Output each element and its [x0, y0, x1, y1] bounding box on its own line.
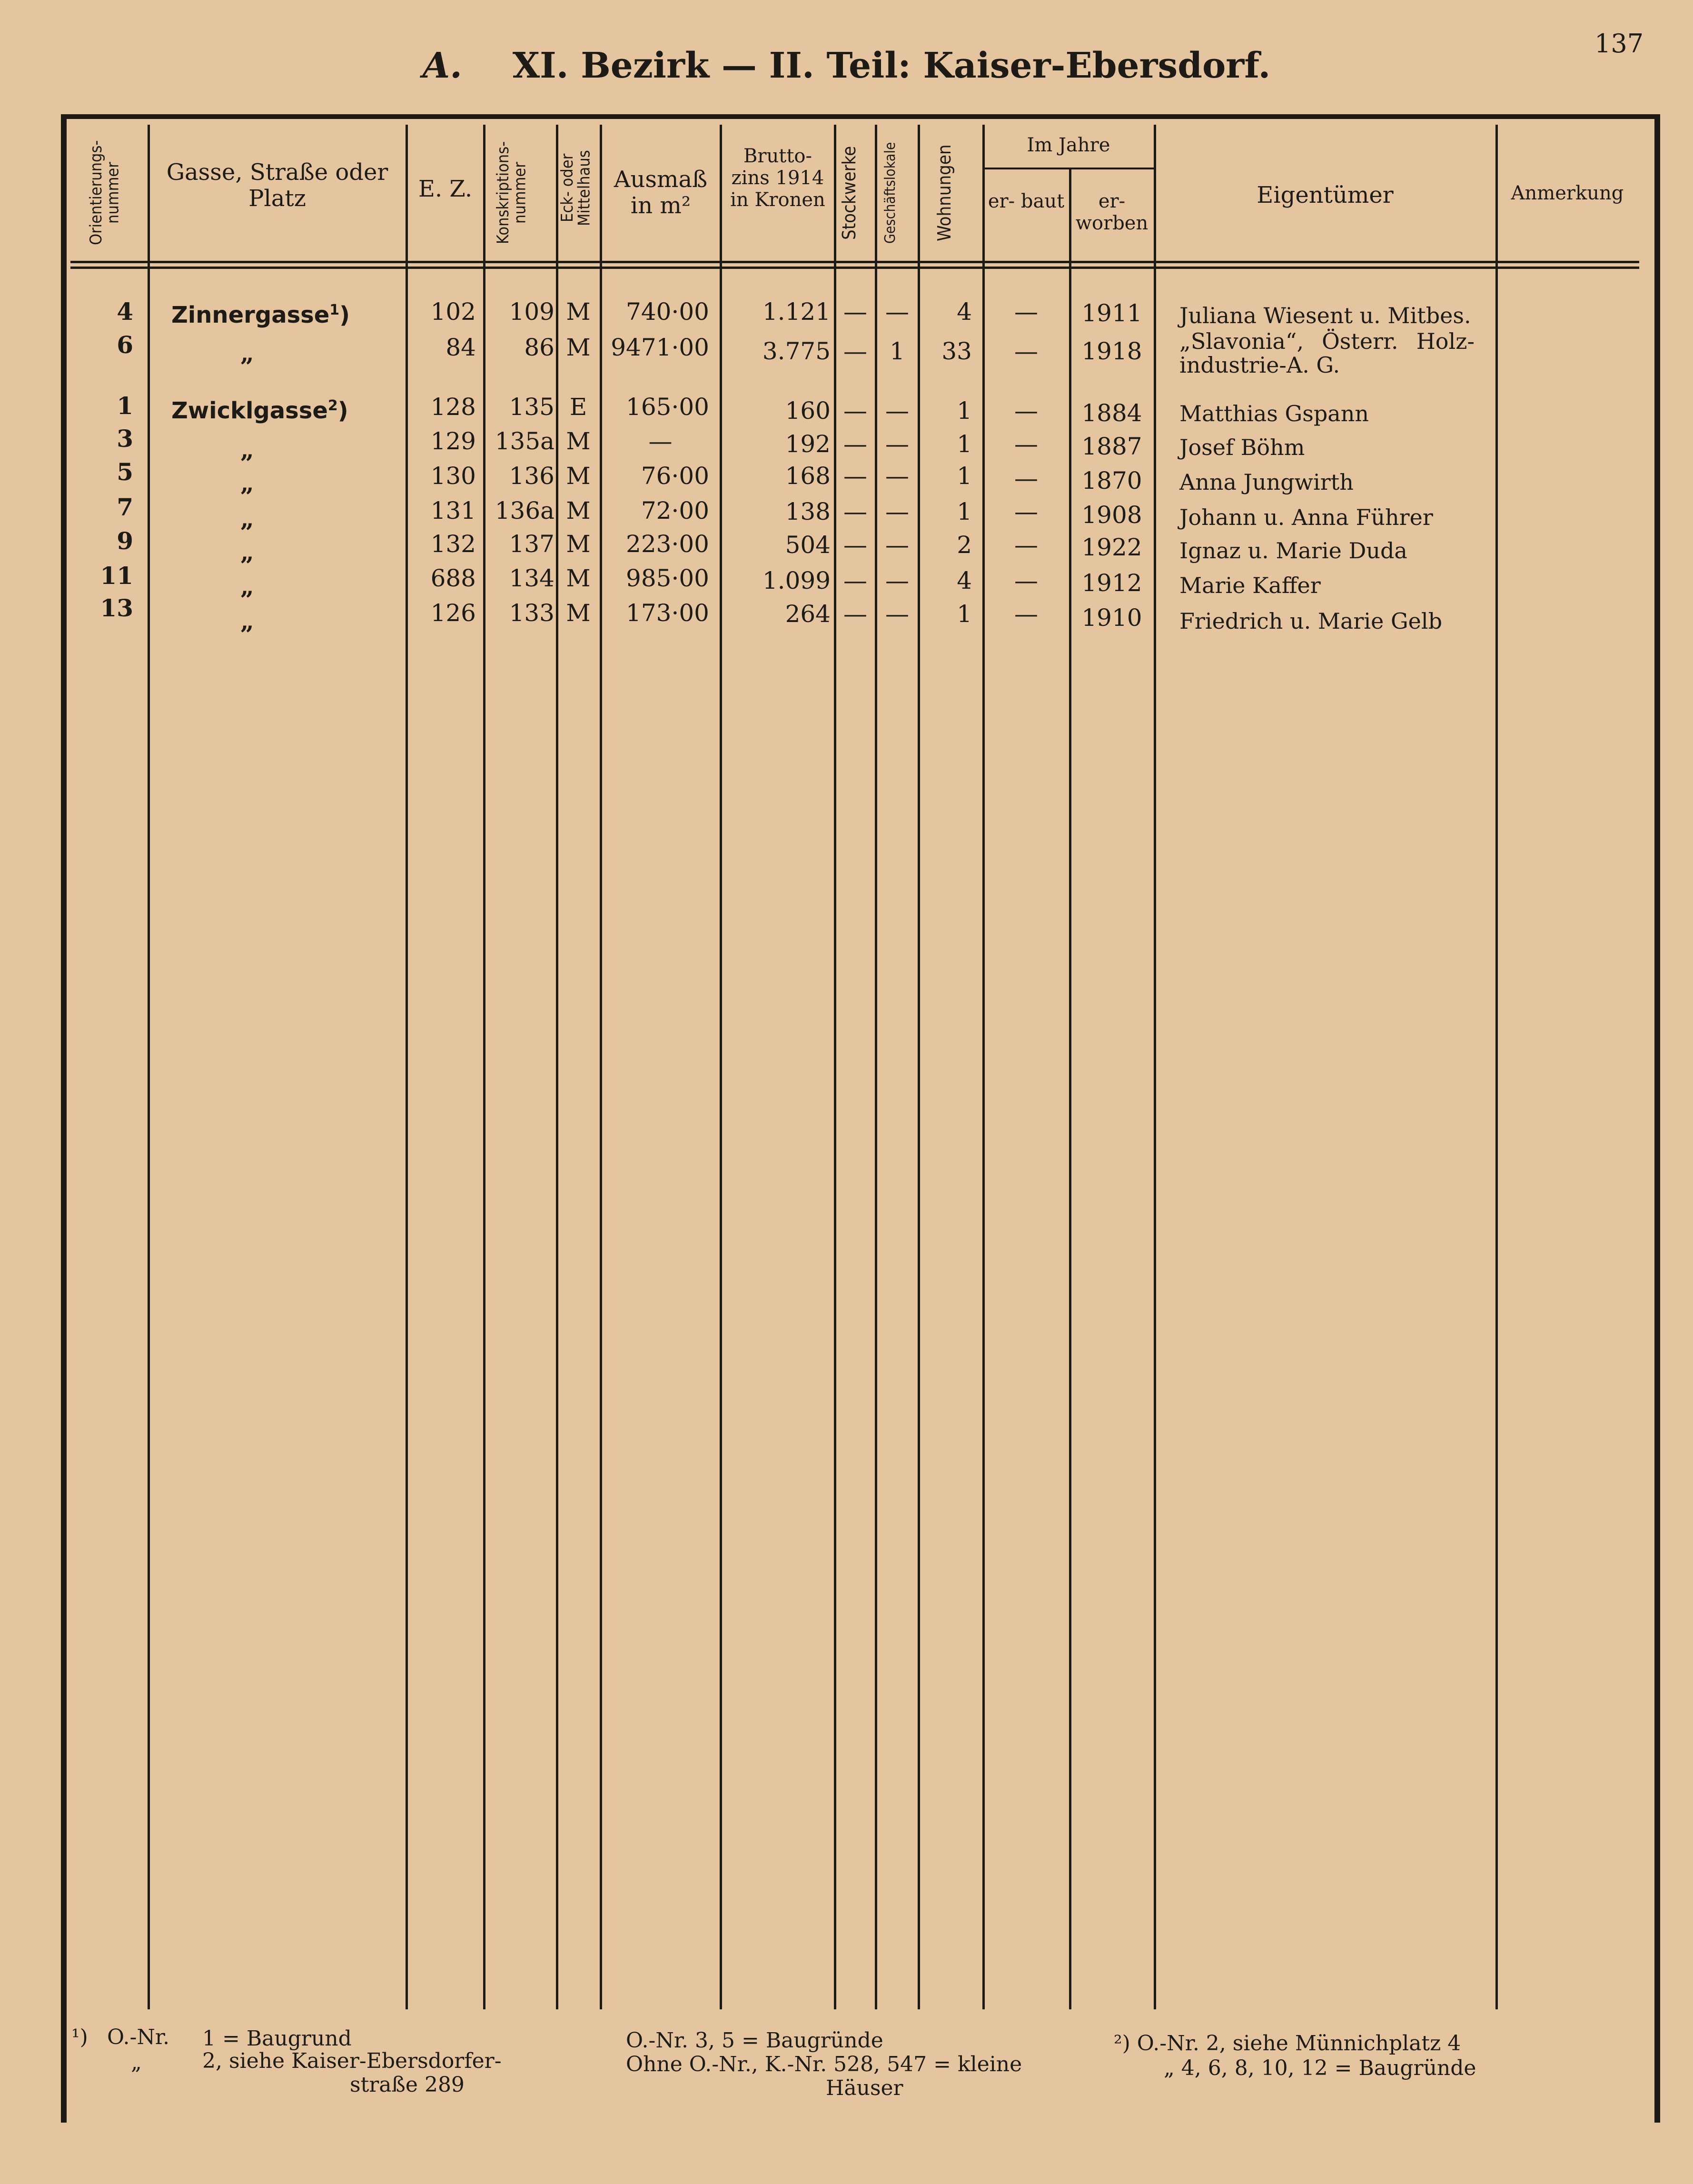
ausmass: 9471·00 [611, 334, 709, 361]
street-name: „ [240, 538, 254, 566]
bruttozins: 3.775 [762, 337, 831, 365]
ez: 130 [430, 462, 476, 490]
note-middle-line2: Ohne O.-Nr., K.-Nr. 528, 547 = kleine [626, 2052, 1022, 2076]
header-geschaeftslokale: Geschäftslokale [882, 142, 899, 244]
ausmass: 165·00 [626, 393, 709, 421]
erworben: 1910 [1081, 604, 1142, 632]
footnote-1-line1-label: O.-Nr. [107, 2025, 170, 2049]
erworben: 1918 [1081, 337, 1142, 365]
geschaeftslokale: 1 [890, 337, 905, 365]
bruttozins: 138 [785, 498, 831, 525]
erworben: 1911 [1081, 299, 1142, 327]
column-divider [834, 125, 836, 2009]
erworben: 1887 [1081, 433, 1142, 460]
erbaut: — [1014, 531, 1038, 559]
eigentuemer: Johann u. Anna Führer [1179, 504, 1433, 530]
bruttozins: 1.099 [762, 567, 831, 594]
ez: 126 [430, 599, 476, 627]
eigentuemer: Josef Böhm [1179, 435, 1305, 460]
konskription: 136 [509, 462, 554, 490]
bruttozins: 160 [785, 397, 831, 425]
column-divider [875, 125, 877, 2009]
wohnungen: 1 [957, 600, 972, 628]
header-gasse: Gasse, Straße oder Platz [166, 159, 388, 212]
konskription: 137 [509, 530, 554, 558]
wohnungen: 33 [941, 337, 972, 365]
street-name: „ [240, 572, 254, 600]
erworben: 1884 [1081, 399, 1142, 427]
geschaeftslokale: — [885, 430, 909, 458]
wohnungen: 1 [957, 462, 972, 490]
konskription: 109 [509, 298, 554, 326]
ez: 84 [446, 334, 476, 361]
erbaut: — [1014, 397, 1038, 425]
column-divider [720, 125, 722, 2009]
stockwerke: — [843, 397, 867, 425]
geschaeftslokale: — [885, 600, 909, 628]
header-eigentuemer: Eigentümer [1257, 182, 1394, 208]
page-title [0, 45, 1693, 86]
geschaeftslokale: — [885, 498, 909, 525]
erworben: 1922 [1081, 534, 1142, 561]
eigentuemer: Ignaz u. Marie Duda [1179, 538, 1407, 563]
ausmass: 173·00 [626, 599, 709, 627]
geschaeftslokale: — [885, 567, 909, 594]
erbaut: — [1014, 600, 1038, 628]
im-jahre-rule [982, 168, 1154, 169]
stockwerke: — [843, 462, 867, 490]
title-letter: A. [422, 45, 462, 86]
eck: E [569, 393, 587, 421]
street-name: „ [240, 607, 254, 635]
ausmass: 740·00 [626, 298, 709, 326]
bruttozins: 168 [785, 462, 831, 490]
bruttozins: 504 [785, 531, 831, 559]
konskription: 135a [495, 427, 554, 455]
street-name: „ [240, 504, 254, 533]
eck: M [566, 334, 591, 361]
header-erbaut: er- baut [988, 190, 1065, 212]
konskription: 135 [509, 393, 554, 421]
orientation-number: 3 [117, 425, 133, 453]
erbaut: — [1014, 567, 1038, 594]
ausmass: — [648, 427, 673, 455]
orientation-number: 13 [100, 594, 133, 622]
stockwerke: — [843, 531, 867, 559]
konskription: 134 [509, 564, 554, 592]
footnote-1-line3: straße 289 [350, 2073, 465, 2097]
bruttozins: 1.121 [762, 298, 831, 326]
ez: 132 [430, 530, 476, 558]
header-stockwerke: Stockwerke [839, 146, 860, 240]
header-wohnungen: Wohnungen [934, 144, 955, 241]
ausmass: 223·00 [626, 530, 709, 558]
stockwerke: — [843, 298, 867, 326]
erworben: 1908 [1081, 501, 1142, 529]
page-number: 137 [1594, 29, 1644, 59]
erworben: 1870 [1081, 467, 1142, 494]
konskription: 86 [524, 334, 554, 361]
header-im-jahre: Im Jahre [1027, 134, 1110, 156]
eck: M [566, 599, 591, 627]
eck: M [566, 564, 591, 592]
wohnungen: 4 [957, 567, 972, 594]
eck: M [566, 497, 591, 524]
orientation-number: 6 [117, 331, 133, 359]
header-ez: E. Z. [418, 176, 473, 202]
eck: M [566, 530, 591, 558]
header-konskriptionsnummer: Konskriptions- nummer [494, 141, 530, 245]
header-rule [70, 261, 1639, 263]
stockwerke: — [843, 430, 867, 458]
geschaeftslokale: — [885, 397, 909, 425]
eigentuemer: Marie Kaffer [1179, 573, 1321, 598]
column-divider [1154, 125, 1156, 2009]
header-erworben: er- worben [1075, 190, 1148, 234]
footnote-1-line1: 1 = Baugrund [202, 2026, 352, 2051]
header-rule-double [70, 267, 1639, 269]
orientation-number: 1 [117, 392, 133, 420]
stockwerke: — [843, 567, 867, 594]
street-name: „ [240, 469, 254, 497]
geschaeftslokale: — [885, 462, 909, 490]
stockwerke: — [843, 600, 867, 628]
ez: 102 [430, 298, 476, 326]
header-orientierungsnummer: Orientierungs- nummer [87, 140, 123, 246]
eigentuemer: Matthias Gspann [1179, 401, 1369, 426]
eigentuemer: Friedrich u. Marie Gelb [1179, 608, 1443, 634]
column-divider [406, 125, 408, 2009]
ausmass: 985·00 [626, 564, 709, 592]
header-eck-mittelhaus: Eck- oder Mittelhaus [558, 150, 594, 226]
header-bruttozins: Brutto- zins 1914 in Kronen [730, 145, 825, 211]
column-divider [148, 125, 150, 2009]
ez: 129 [430, 427, 476, 455]
orientation-number: 11 [100, 562, 133, 590]
title-text: XI. Bezirk — II. Teil: Kaiser-Ebersdorf. [512, 45, 1271, 86]
erworben: 1912 [1081, 569, 1142, 597]
erbaut: — [1014, 298, 1038, 326]
eck: M [566, 427, 591, 455]
erbaut: — [1014, 337, 1038, 365]
eck: M [566, 462, 591, 490]
street-name: Zwicklgasse$^2$) [171, 397, 348, 424]
wohnungen: 2 [957, 531, 972, 559]
erbaut: — [1014, 430, 1038, 458]
eck: M [566, 298, 591, 326]
eigentuemer: Anna Jungwirth [1179, 469, 1354, 495]
bruttozins: 264 [785, 600, 831, 628]
ez: 131 [430, 497, 476, 524]
wohnungen: 1 [957, 498, 972, 525]
street-name: Zinnergasse$^1$) [171, 302, 350, 328]
geschaeftslokale: — [885, 298, 909, 326]
wohnungen: 1 [957, 397, 972, 425]
eigentuemer: „Slavonia“, Österr. Holz-industrie-A. G. [1179, 328, 1475, 378]
orientation-number: 7 [117, 493, 133, 521]
wohnungen: 4 [957, 298, 972, 326]
footnote-2-line1: ²) O.-Nr. 2, siehe Münnichplatz 4 [1114, 2031, 1461, 2056]
geschaeftslokale: — [885, 531, 909, 559]
ausmass: 76·00 [641, 462, 709, 490]
street-name: „ [240, 435, 254, 464]
bruttozins: 192 [785, 430, 831, 458]
eigentuemer: Juliana Wiesent u. Mitbes. [1179, 303, 1471, 328]
erbaut: — [1014, 464, 1038, 492]
orientation-number: 4 [117, 297, 133, 326]
footnote-2-line2: „ 4, 6, 8, 10, 12 = Baugründe [1164, 2056, 1476, 2080]
wohnungen: 1 [957, 430, 972, 458]
orientation-number: 9 [117, 527, 133, 555]
orientation-number: 5 [117, 458, 133, 486]
ez: 128 [430, 393, 476, 421]
street-name: „ [240, 339, 254, 367]
footnote-1-line2: 2, siehe Kaiser-Ebersdorfer- [202, 2049, 502, 2073]
column-divider [1495, 125, 1498, 2009]
note-middle-line3: Häuser [826, 2076, 903, 2100]
footnote-1-mark: ¹) [71, 2025, 88, 2049]
header-ausmass: Ausmaß in m² [614, 166, 708, 219]
konskription: 133 [509, 599, 554, 627]
stockwerke: — [843, 337, 867, 365]
erbaut: — [1014, 498, 1038, 525]
stockwerke: — [843, 498, 867, 525]
footnote-1-line2-ditto: „ [131, 2050, 142, 2075]
ez: 688 [430, 564, 476, 592]
note-middle-line1: O.-Nr. 3, 5 = Baugründe [626, 2028, 883, 2053]
ausmass: 72·00 [641, 497, 709, 524]
konskription: 136a [495, 497, 554, 524]
header-anmerkung: Anmerkung [1511, 182, 1624, 204]
